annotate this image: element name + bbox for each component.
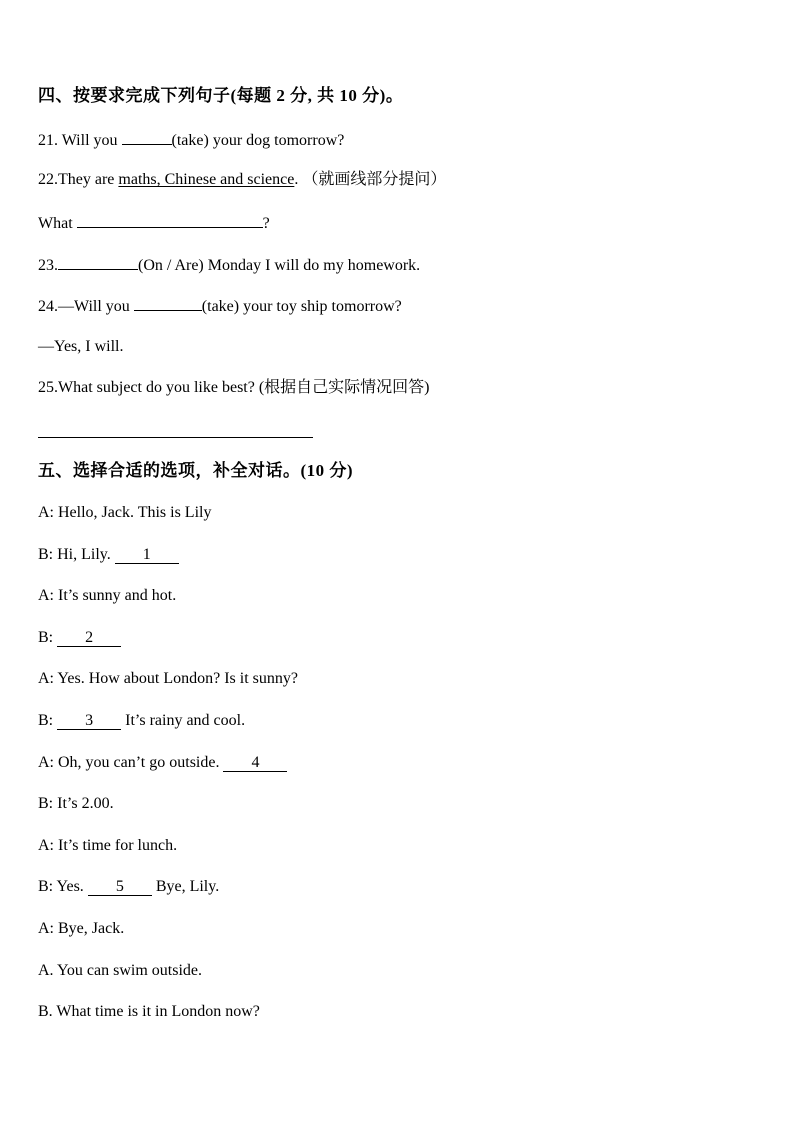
dialogue-line-11: A: Bye, Jack. — [38, 920, 125, 937]
dialogue-line-9: A: It’s time for lunch. — [38, 837, 178, 854]
q23-number: 23. — [38, 257, 58, 274]
question-24 — [38, 295, 764, 317]
dialogue-speaker-text: A: Oh, you can’t go outside. — [38, 754, 224, 771]
question-23 — [38, 254, 764, 276]
question-22-answer — [38, 212, 764, 234]
option-b: B. What time is it in London now? — [38, 1003, 260, 1020]
q21-text-after: (take) your dog tomorrow? — [171, 132, 345, 149]
dialogue-after-text: It’s rainy and cool. — [121, 712, 246, 729]
dialogue-line-4 — [38, 628, 764, 648]
q24-blank[interactable] — [134, 295, 202, 311]
section-4-heading: 四、按要求完成下列句子(每题 2 分, 共 10 分)。 — [38, 86, 404, 105]
dialogue-line-6 — [38, 711, 764, 731]
dialogue-blank-3[interactable]: 3 — [57, 713, 121, 730]
dialogue-line-8: B: It’s 2.00. — [38, 795, 114, 812]
question-22 — [38, 170, 764, 190]
dialogue-speaker-text: B: — [38, 629, 58, 646]
q21-text-before: 21. Will you — [38, 132, 122, 149]
section-5-heading: 五、选择合适的选项，补全对话。(10 分) — [38, 461, 354, 480]
q22-number: 22. — [38, 171, 58, 188]
dialogue-line-1: A: Hello, Jack. This is Lily — [38, 504, 212, 521]
dialogue-speaker-text: B: Hi, Lily. — [38, 546, 115, 563]
question-21 — [38, 129, 764, 151]
q22-underlined-part: maths, Chinese and science — [118, 171, 295, 188]
q24-text-after: (take) your toy ship tomorrow? — [201, 298, 402, 315]
q22-end: . — [294, 171, 299, 188]
dialogue-line-2 — [38, 545, 764, 565]
dialogue-speaker-text: B: — [38, 712, 58, 729]
q23-blank[interactable] — [58, 254, 138, 270]
dialogue-line-3: A: It’s sunny and hot. — [38, 587, 177, 604]
q22-lead: They are — [58, 171, 119, 188]
dialogue-line-5: A: Yes. How about London? Is it sunny? — [38, 670, 298, 687]
dialogue-blank-5[interactable]: 5 — [88, 879, 152, 896]
dialogue-blank-4[interactable]: 4 — [223, 755, 287, 772]
question-25: 25.What subject do you like best? (根据自己实际情况回答) — [38, 379, 430, 396]
q25-answer-line[interactable] — [38, 437, 313, 438]
q22-answer-lead: What — [38, 215, 77, 232]
option-a: A. You can swim outside. — [38, 962, 203, 979]
q21-blank[interactable] — [122, 129, 172, 145]
q22-instruction: （就画线部分提问） — [298, 171, 447, 188]
q23-text-after: (On / Are) Monday I will do my homework. — [138, 257, 421, 274]
dialogue-blank-1[interactable]: 1 — [115, 547, 179, 564]
dialogue-blank-2[interactable]: 2 — [57, 630, 121, 647]
q22-answer-end: ? — [262, 215, 270, 232]
dialogue-after-text: Bye, Lily. — [151, 878, 220, 895]
dialogue-line-10 — [38, 877, 764, 897]
q24-text-before: 24.—Will you — [38, 298, 134, 315]
q22-answer-blank[interactable] — [77, 212, 263, 228]
dialogue-line-7 — [38, 753, 764, 773]
dialogue-speaker-text: B: Yes. — [38, 878, 88, 895]
question-24-reply: —Yes, I will. — [38, 338, 124, 355]
